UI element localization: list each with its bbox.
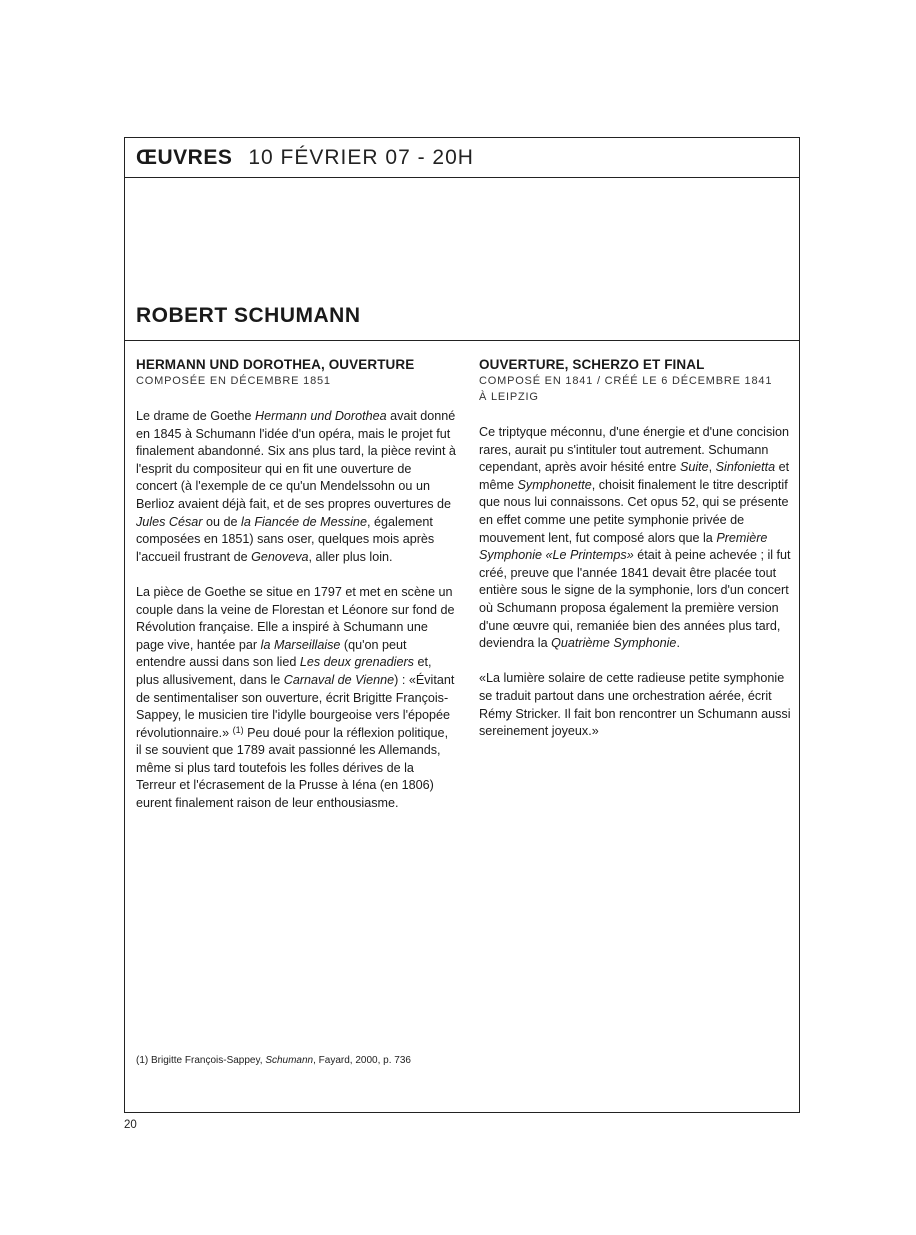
footnote bbox=[136, 1055, 411, 1066]
text-run: Première Symphonie «Le Printemps» bbox=[479, 530, 768, 563]
text-run: , choisit finalement le titre descriptif que nous lui connaissons. Cet opus 52, qui se présente en effet comme une petite symphonie privée de mouvement lent, fut composé alors que la bbox=[479, 477, 789, 545]
footnote-ref: (1) bbox=[232, 724, 244, 735]
text-run: Symphonette bbox=[517, 477, 592, 492]
work-meta bbox=[479, 373, 799, 405]
text-run: . bbox=[676, 636, 680, 651]
text-run: Suite bbox=[679, 460, 709, 475]
text-run: avait donné en 1845 à Schumann l'idée d'un opéra, mais le projet fut finalement abandonné. Six ans plus tard, la pièce revint à l'esprit du compositeur qui en fit une ouverture de concert (à l'exemple de ce qu'un Mendelssohn ou un Berlioz avaient déjà fait, et de ses propres ouvertures de bbox=[136, 409, 456, 511]
text-run: ou de bbox=[202, 514, 242, 529]
text-run: Le drame de Goethe bbox=[136, 409, 256, 423]
text-run: (qu'on peut entendre aussi dans son lied bbox=[136, 637, 407, 670]
text-run: Peu doué pour la réflexion politique, il se souvient que 1789 avait passionné les Allemands, même si plus tard toutefois les folles dérives de la Terreur et l'écrasement de la Prusse à Iéna (en 1806) eurent finalement raison de leur enthousiasme. bbox=[136, 725, 449, 811]
work-paragraph bbox=[479, 424, 799, 653]
text-run: Hermann und Dorothea bbox=[255, 409, 387, 423]
text-run: Les deux grenadiers bbox=[299, 655, 414, 670]
text-run: la Marseillaise bbox=[260, 637, 341, 652]
text-run: Sinfonietta bbox=[715, 460, 776, 475]
page-number: 20 bbox=[124, 1119, 137, 1131]
text-run: Schumann bbox=[265, 1055, 314, 1066]
text-run: était à peine achevée ; il fut créé, preuve que l'année 1841 devait être placée tout entière sous le signe de la symphonie, lors d'un concert où Schumann proposa également la première version d'une œuvre qui, remaniée bien des années plus tard, deviendra la bbox=[479, 548, 791, 651]
text-run: , bbox=[708, 460, 716, 475]
text-run: , aller plus loin. bbox=[308, 549, 393, 564]
work-title: OUVERTURE, SCHERZO ET FINAL bbox=[479, 357, 705, 372]
work-paragraph bbox=[136, 408, 456, 566]
text-run: Ce triptyque méconnu, d'une énergie et d'une concision rares, aurait pu s'intituler tout autrement. Schumann cependant, après avoir hésité entre bbox=[479, 425, 790, 475]
text-run: , Fayard, 2000, p. 736 bbox=[313, 1055, 411, 1066]
text-run: et, plus allusivement, dans le bbox=[136, 655, 432, 687]
text-run: ) : «Évitant de sentimentaliser son ouverture, écrit Brigitte François-Sappey, le musicien tire l'idylle bourgeoise vers l'épopée révolutionnaire.» bbox=[136, 672, 455, 740]
composer-area bbox=[125, 178, 799, 341]
section-title: ŒUVRES bbox=[136, 145, 233, 169]
text-run: la Fiancée de Messine bbox=[241, 514, 368, 529]
text-run: Carnaval de Vienne bbox=[283, 672, 395, 687]
work-title: HERMANN UND DOROTHEA, OUVERTURE bbox=[136, 357, 415, 372]
text-run: Quatrième Symphonie bbox=[551, 636, 677, 651]
composer-name: ROBERT SCHUMANN bbox=[136, 304, 361, 327]
text-run: La pièce de Goethe se situe en 1797 et met en scène un couple dans la veine de Florestan et Léonore sur fond de Révolution française. Elle a inspiré à Schumann une page vive, hantée par bbox=[136, 584, 455, 652]
text-run: «La lumière solaire de cette radieuse petite symphonie se traduit partout dans une orchestration aérée, écrit Rémy Stricker. Il fait bon rencontrer un Schumann aussi sereinement joyeux.» bbox=[479, 671, 791, 739]
page-frame bbox=[124, 137, 800, 1113]
text-run: , également composées en 1851) sans oser, quelques mois après l'accueil frustrant de bbox=[136, 514, 435, 564]
work-paragraph bbox=[479, 670, 799, 740]
work-column-right bbox=[479, 356, 799, 741]
work-meta-line: COMPOSÉ EN 1841 / CRÉÉ LE 6 DÉCEMBRE 1841 bbox=[479, 375, 773, 387]
work-meta bbox=[136, 373, 456, 389]
text-run: et même bbox=[479, 460, 790, 492]
work-meta-line: COMPOSÉE EN DÉCEMBRE 1851 bbox=[136, 375, 331, 387]
work-meta-line: À LEIPZIG bbox=[479, 391, 539, 403]
text-run: (1) Brigitte François-Sappey, bbox=[136, 1055, 266, 1066]
text-run: Genoveva bbox=[251, 549, 309, 564]
text-run: Jules César bbox=[136, 514, 203, 529]
header-bar bbox=[125, 138, 799, 178]
work-paragraph bbox=[136, 584, 456, 813]
concert-date: 10 FÉVRIER 07 - 20H bbox=[248, 145, 474, 169]
work-column-left bbox=[136, 356, 456, 813]
